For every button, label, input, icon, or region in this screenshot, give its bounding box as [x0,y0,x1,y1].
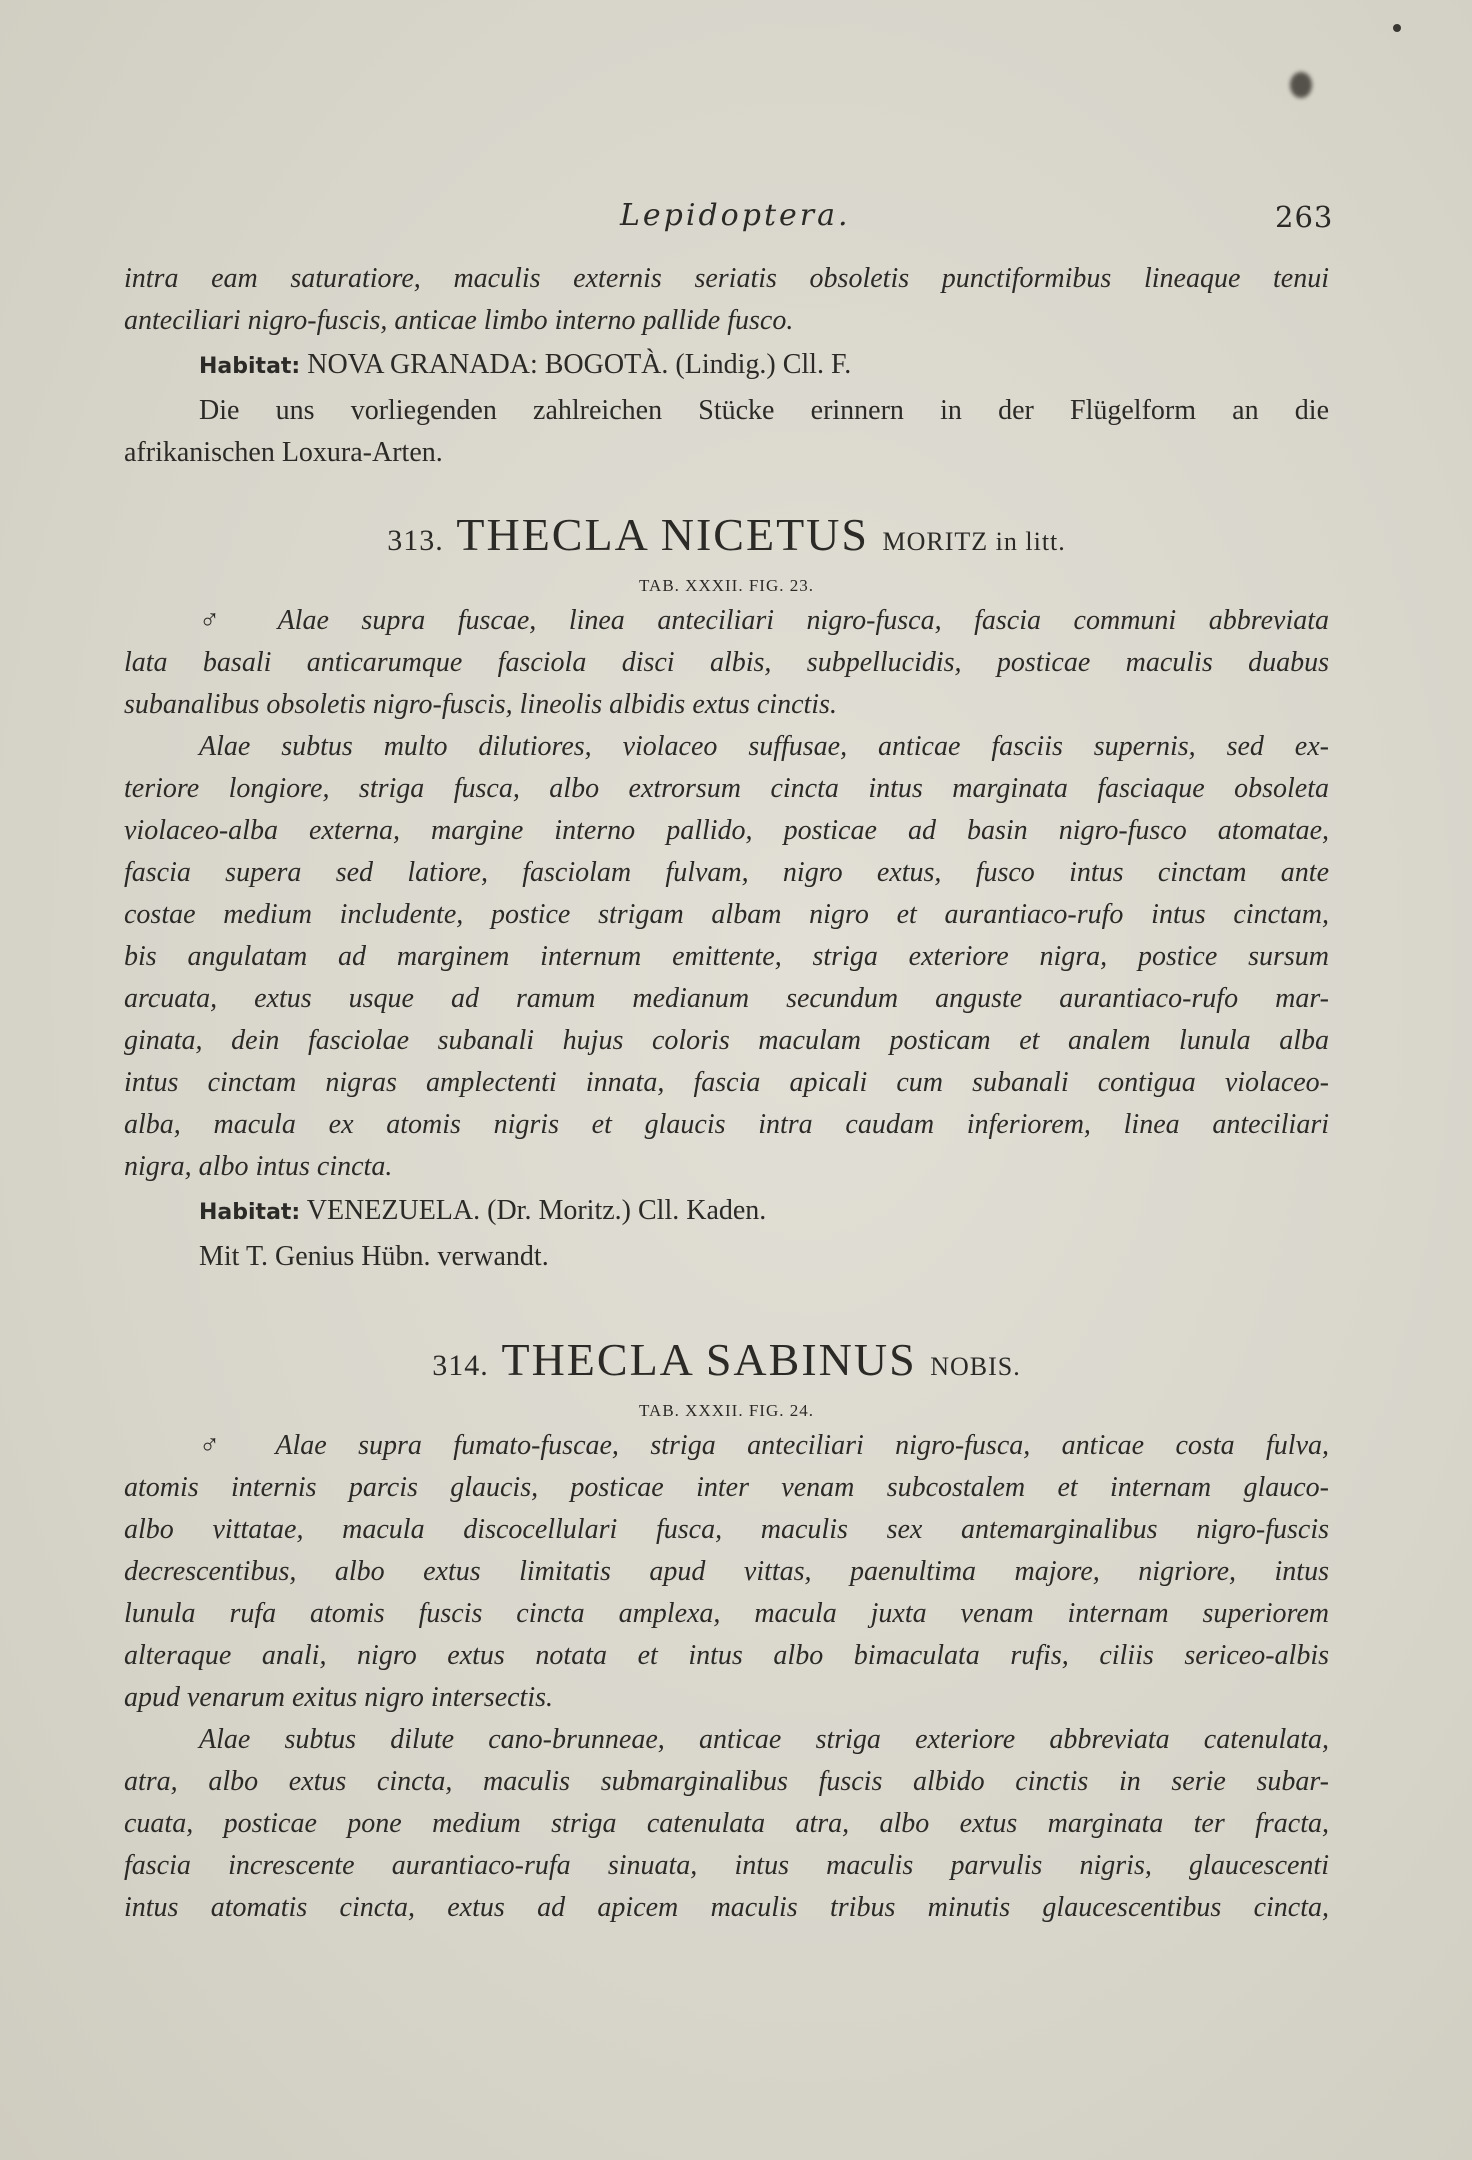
species-number: 313. [387,524,444,557]
body-line: ginata, dein fasciolae subanali hujus coloris maculam posticam et analem lunula alba [124,1025,1329,1056]
body-line: bis angulatam ad marginem internum emittente, striga exteriore nigra, postice sursum [124,941,1329,972]
species-name: THECLA NICETUS [456,509,869,560]
note-line: afrikanischen Loxura-Arten. [124,437,443,468]
body-line-text: Alae supra fuscae, linea anteciliari nigro-fusca, fascia communi abbreviata [277,605,1329,636]
habitat-label: Habitat: [199,354,301,379]
body-line: intus atomatis cincta, extus ad apicem maculis tribus minutis glaucescentibus cincta, [124,1892,1329,1923]
species-314 [124,1330,1329,1929]
intro-block [124,258,1329,474]
species-number: 314. [432,1349,489,1382]
body-line: violaceo-alba externa, margine interno pallido, posticae ad basin nigro-fusco atomatae, [124,815,1329,846]
body-line: atra, albo extus cincta, maculis submarginalibus fuscis albido cinctis in serie subar- [124,1766,1329,1797]
ink-speck [1393,24,1401,32]
habitat-label: Habitat: [199,1200,301,1225]
body-line: anteciliari nigro-fuscis, anticae limbo interno pallide fusco. [124,305,794,336]
body-line: alba, macula ex atomis nigris et glaucis intra caudam inferiorem, linea anteciliari [124,1109,1329,1140]
body-line: fascia supera sed latiore, fasciolam fulvam, nigro extus, fusco intus cinctam ante [124,857,1329,888]
running-head [0,198,1472,238]
species-313 [124,505,1329,1278]
species-author: MORITZ in litt. [882,527,1066,556]
page-number: 263 [1275,200,1334,234]
ink-blot [1290,72,1312,98]
species-author: NOBIS. [930,1352,1021,1381]
running-head-title: Lepidoptera. [620,198,851,233]
habitat-line [124,342,1329,390]
body-line [124,1425,1329,1467]
note-line: Die uns vorliegenden zahlreichen Stücke erinnern in der Flügelform an die [199,395,1329,426]
plate-reference: TAB. XXXII. FIG. 24. [639,1401,814,1420]
body-line: subanalibus obsoletis nigro-fuscis, lineolis albidis extus cinctis. [124,689,837,720]
body-line: Alae subtus dilute cano-brunneae, anticae striga exteriore abbreviata catenulata, [199,1724,1329,1755]
body-line: nigra, albo intus cincta. [124,1151,393,1182]
male-symbol-icon: ♂ [199,1430,245,1461]
body-line: intus cinctam nigras amplectenti innata, fascia apicali cum subanali contigua violaceo- [124,1067,1329,1098]
body-line: arcuata, extus usque ad ramum medianum secundum anguste aurantiaco-rufo mar- [124,983,1329,1014]
habitat-line [124,1188,1329,1236]
species-heading [124,505,1329,572]
species-name: THECLA SABINUS [501,1334,917,1385]
body-line: atomis internis parcis glaucis, posticae inter venam subcostalem et internam glauco- [124,1472,1329,1503]
body-line: alteraque anali, nigro extus notata et intus albo bimaculata rufis, ciliis sericeo-albis [124,1640,1329,1671]
species-heading [124,1330,1329,1397]
body-line: cuata, posticae pone medium striga catenulata atra, albo extus marginata ter fracta, [124,1808,1329,1839]
body-line [124,600,1329,642]
habitat-text: NOVA GRANADA: BOGOTÀ. (Lindig.) Cll. F. [307,349,852,380]
plate-reference: TAB. XXXII. FIG. 23. [639,576,814,595]
body-line: lunula rufa atomis fuscis cincta amplexa, macula juxta venam internam superiorem [124,1598,1329,1629]
body-line: apud venarum exitus nigro intersectis. [124,1682,554,1713]
body-line: intra eam saturatiore, maculis externis seriatis obsoletis punctiformibus lineaque tenui [124,263,1329,294]
body-line: decrescentibus, albo extus limitatis apud vittas, paenultima majore, nigriore, intus [124,1556,1329,1587]
body-line: albo vittatae, macula discocellulari fusca, maculis sex antemarginalibus nigro-fuscis [124,1514,1329,1545]
body-line: lata basali anticarumque fasciola disci albis, subpellucidis, posticae maculis duabus [124,647,1329,678]
body-line-text: Alae supra fumato-fuscae, striga anteciliari nigro-fusca, anticae costa fulva, [275,1430,1329,1461]
male-symbol-icon: ♂ [199,605,246,636]
habitat-text: VENEZUELA. (Dr. Moritz.) Cll. Kaden. [306,1195,767,1226]
note-line: Mit T. Genius Hübn. verwandt. [199,1241,549,1272]
body-line: Alae subtus multo dilutiores, violaceo suffusae, anticae fasciis supernis, sed ex- [199,731,1329,762]
body-line: teriore longiore, striga fusca, albo extrorsum cincta intus marginata fasciaque obsoleta [124,773,1329,804]
body-line: fascia increscente aurantiaco-rufa sinuata, intus maculis parvulis nigris, glaucescenti [124,1850,1329,1881]
body-line: costae medium includente, postice strigam albam nigro et aurantiaco-rufo intus cinctam, [124,899,1329,930]
